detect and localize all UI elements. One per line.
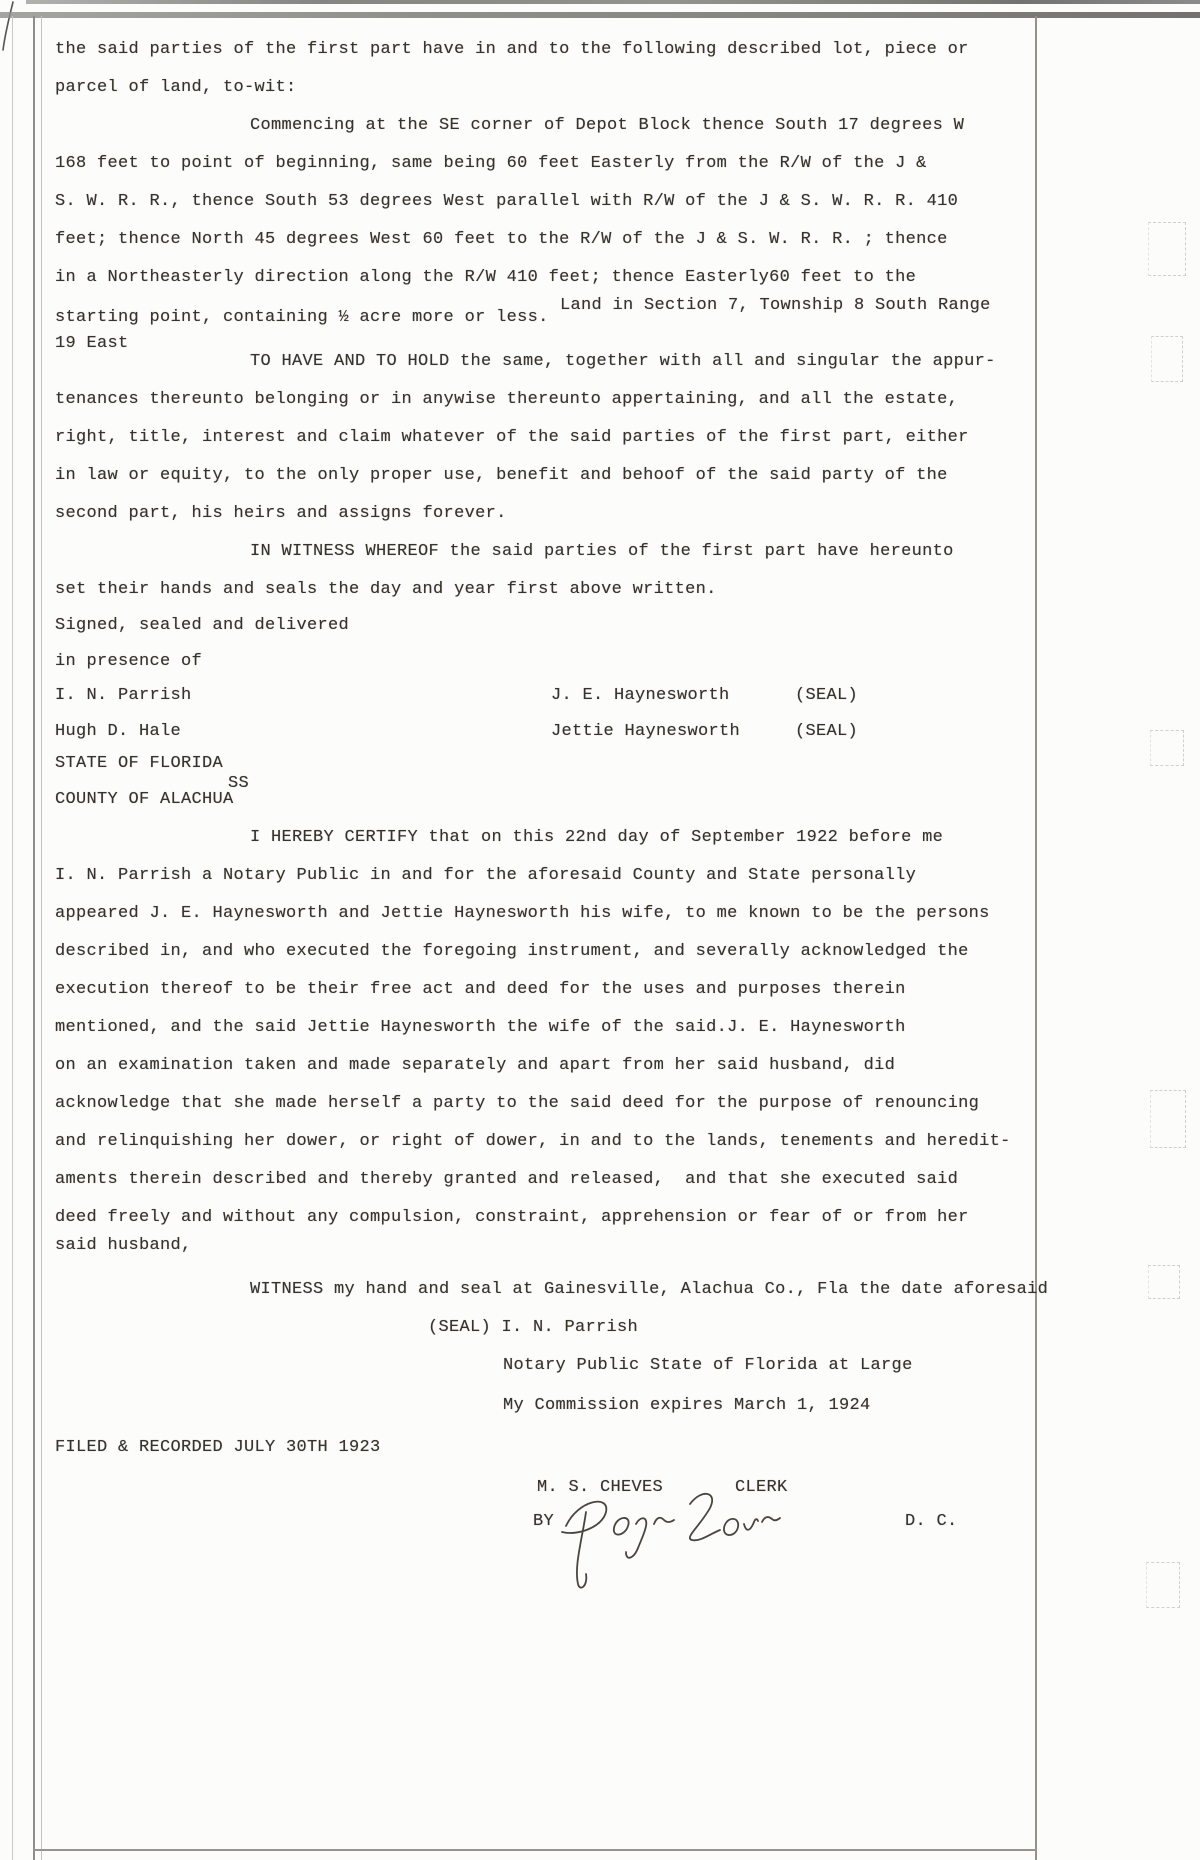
- left-margin-rule: [33, 16, 35, 1860]
- margin-bracket-mark: [1151, 336, 1183, 382]
- margin-bracket-mark: [1146, 1562, 1180, 1608]
- acknowledgment-line: appeared J. E. Haynesworth and Jettie Haynesworth his wife, to me known to be the persons: [55, 904, 990, 923]
- notary-title-line: Notary Public State of Florida at Large: [503, 1356, 913, 1375]
- acknowledgment-line: described in, and who executed the foregoing instrument, and severally acknowledged the: [55, 942, 969, 961]
- legal-description-line: 19 East: [55, 334, 129, 353]
- deed-text-line: parcel of land, to-wit:: [55, 78, 297, 97]
- legal-description-line: Commencing at the SE corner of Depot Block thence South 17 degrees W: [250, 116, 965, 135]
- handwritten-signature: [552, 1488, 790, 1592]
- habendum-line: tenances thereunto belonging or in anywise thereunto appertaining, and all the estate,: [55, 390, 959, 409]
- acknowledgment-line: execution thereof to be their free act and deed for the uses and purposes therein: [55, 980, 906, 999]
- acknowledgment-line: deed freely and without any compulsion, constraint, apprehension or fear of or from her: [55, 1208, 969, 1227]
- bottom-rule: [33, 1849, 1037, 1851]
- commission-expiry-line: My Commission expires March 1, 1924: [503, 1396, 871, 1415]
- acknowledgment-line: I HEREBY CERTIFY that on this 22nd day of September 1922 before me: [250, 828, 944, 847]
- notary-seal-signature-line: (SEAL) I. N. Parrish: [428, 1318, 639, 1337]
- acknowledgment-line: I. N. Parrish a Notary Public in and for the aforesaid County and State personally: [55, 866, 917, 885]
- grantor-signature-name: J. E. Haynesworth: [551, 686, 730, 705]
- margin-bracket-mark: [1150, 1090, 1186, 1148]
- deed-text-line: the said parties of the first part have in and to the following described lot, piece or: [55, 40, 969, 59]
- acknowledgment-line: mentioned, and the said Jettie Haynesworth the wife of the said.J. E. Haynesworth: [55, 1018, 906, 1037]
- legal-description-line: feet; thence North 45 degrees West 60 feet to the R/W of the J & S. W. R. R. ; thence: [55, 230, 948, 249]
- venue-county-line: COUNTY OF ALACHUA: [55, 790, 234, 809]
- filing-record-line: FILED & RECORDED JULY 30TH 1923: [55, 1438, 381, 1457]
- witness-clause-line: IN WITNESS WHEREOF the said parties of the first part have hereunto: [250, 542, 954, 561]
- right-margin-rule: [1035, 16, 1037, 1860]
- attestation-line: in presence of: [55, 652, 203, 671]
- acknowledgment-line: aments therein described and thereby granted and released, and that she executed said: [55, 1170, 959, 1189]
- venue-ss-label: SS: [228, 774, 250, 793]
- scan-edge-band-top: [26, 0, 1200, 4]
- acknowledgment-line: acknowledge that she made herself a party to the said deed for the purpose of renouncing: [55, 1094, 980, 1113]
- scan-edge-band-second: [0, 12, 1200, 18]
- witness-signature-name: I. N. Parrish: [55, 686, 192, 705]
- habendum-line: second part, his heirs and assigns forever.: [55, 504, 507, 523]
- habendum-line: right, title, interest and claim whatever of the said parties of the first part, either: [55, 428, 969, 447]
- legal-description-line: 168 feet to point of beginning, same being 60 feet Easterly from the R/W of the J &: [55, 154, 927, 173]
- clerk-title: CLERK: [735, 1478, 788, 1497]
- by-label: BY: [533, 1512, 555, 1531]
- margin-bracket-mark: [1150, 730, 1184, 766]
- acknowledgment-line: and relinquishing her dower, or right of dower, in and to the lands, tenements and heredit-: [55, 1132, 1011, 1151]
- seal-label: (SEAL): [795, 722, 859, 741]
- grantor-signature-name: Jettie Haynesworth: [551, 722, 741, 741]
- deputy-clerk-initials: D. C.: [905, 1512, 958, 1531]
- legal-description-inserted-line: Land in Section 7, Township 8 South Range: [560, 296, 991, 315]
- margin-bracket-mark: [1148, 1265, 1180, 1299]
- seal-label: (SEAL): [795, 686, 859, 705]
- acknowledgment-line: on an examination taken and made separately and apart from her said husband, did: [55, 1056, 896, 1075]
- habendum-line: TO HAVE AND TO HOLD the same, together with all and singular the appur-: [250, 352, 996, 371]
- page-gutter-rule: [12, 16, 13, 1860]
- margin-bracket-mark: [1148, 222, 1186, 276]
- attestation-line: Signed, sealed and delivered: [55, 616, 350, 635]
- legal-description-line: in a Northeasterly direction along the R/W 410 feet; thence Easterly60 feet to the: [55, 268, 917, 287]
- habendum-line: in law or equity, to the only proper use, benefit and behoof of the said party of the: [55, 466, 948, 485]
- legal-description-line: starting point, containing ½ acre more or less.: [55, 308, 549, 327]
- stray-pen-mark: [0, 0, 16, 52]
- legal-description-line: S. W. R. R., thence South 53 degrees West parallel with R/W of the J & S. W. R. R. 410: [55, 192, 959, 211]
- clerk-name: M. S. CHEVES: [537, 1478, 664, 1497]
- witness-signature-name: Hugh D. Hale: [55, 722, 182, 741]
- witness-clause-line: set their hands and seals the day and year first above written.: [55, 580, 717, 599]
- venue-state-line: STATE OF FLORIDA: [55, 754, 224, 773]
- acknowledgment-line: said husband,: [55, 1236, 192, 1255]
- left-margin-rule-inner: [41, 16, 42, 1860]
- notary-witness-line: WITNESS my hand and seal at Gainesville, Alachua Co., Fla the date aforesaid: [250, 1280, 1049, 1299]
